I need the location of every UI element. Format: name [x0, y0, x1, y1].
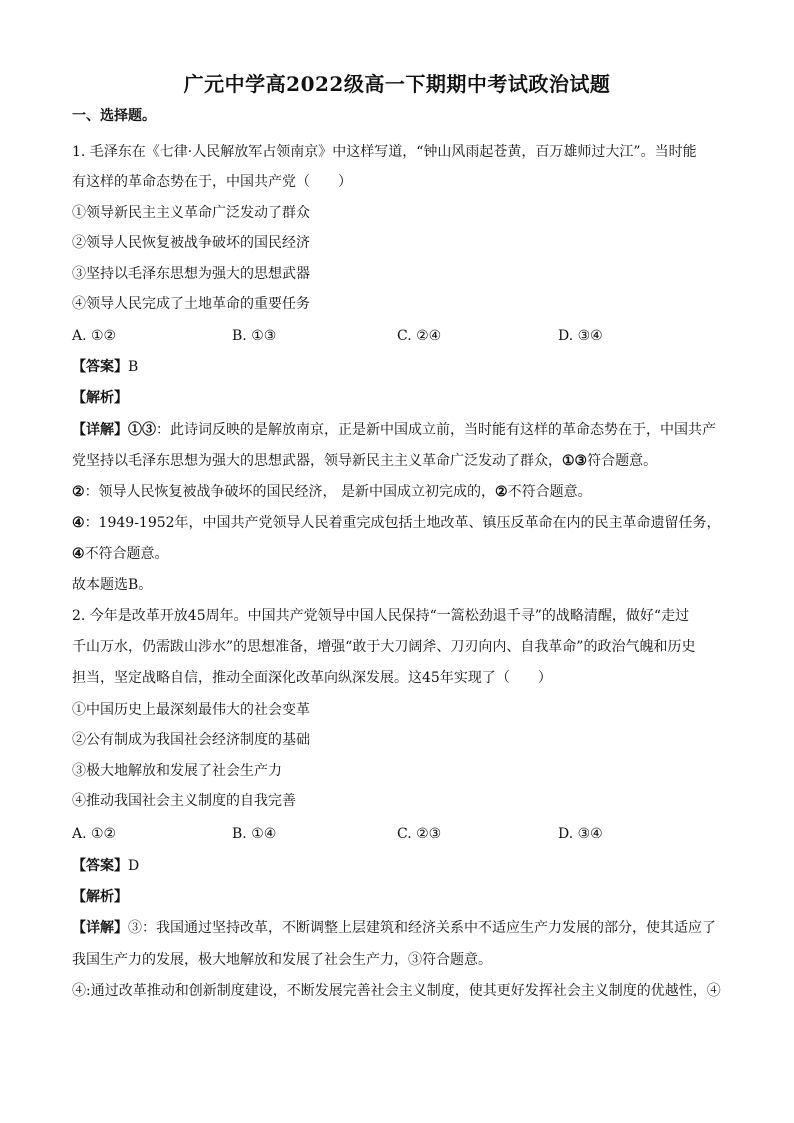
q1-item-4: ④领导人民完成了土地革命的重要任务: [72, 296, 310, 312]
q2-detail-label: 【详解】: [72, 920, 128, 936]
q1-detail-text-4a: ④: [72, 515, 85, 531]
page-title: 广元中学高2022级高一下期期中考试政治试题: [183, 72, 611, 96]
section-heading: 一、选择题。: [72, 108, 156, 124]
q1-detail-label: 【详解】: [72, 422, 128, 438]
q1-answer-label: 【答案】: [72, 359, 128, 375]
q1-conclusion: 故本题选B。: [72, 577, 153, 593]
q1-detail-text-3a: ②: [72, 484, 85, 500]
q1-detail-text-2a: 党坚持以毛泽东思想为强大的思想武器，领导新民主主义革命广泛发动了群众，: [72, 453, 562, 469]
q1-item-3: ③坚持以毛泽东思想为强大的思想武器: [72, 266, 310, 282]
q1-detail-text-1: ：此诗词反映的是解放南京，正是新中国成立前，当时能有这样的革命态势在于，中国共产: [156, 422, 716, 438]
q1-detail-line-1: [72, 420, 732, 440]
q2-options: [72, 824, 732, 844]
q1-item-1: ①领导新民主主义革命广泛发动了群众: [72, 205, 310, 221]
q1-stem-line-2: 有这样的革命态势在于，中国共产党（ ）: [72, 174, 352, 190]
q1-analysis-label: 【解析】: [72, 390, 128, 406]
q2-detail-text-1: ③：我国通过坚持改革，不断调整上层建筑和经济关系中不适应生产力发展的部分，使其适应了: [128, 920, 716, 936]
q2-stem-line-1: 2. 今年是改革开放45周年。中国共产党领导中国人民保持“一篙松劲退千寻”的战略清醒，做好“走过: [72, 608, 690, 624]
q2-item-1: ①中国历史上最深刻最伟大的社会变革: [72, 702, 310, 718]
q1-detail-line-5: [72, 544, 732, 564]
q1-detail-text-3c: ②: [495, 484, 508, 500]
q1-detail-text-3d: 不符合题意。: [507, 484, 592, 500]
q1-item-2: ②领导人民恢复被战争破坏的国民经济: [72, 235, 310, 251]
q2-option-b: B. ①④: [232, 826, 277, 842]
q2-answer-label: 【答案】: [72, 858, 128, 874]
q1-option-a: A. ①②: [72, 328, 117, 344]
q2-option-c: C. ②③: [397, 826, 442, 842]
q1-detail-text-5b: 不符合题意。: [84, 546, 169, 562]
q2-detail-line-3: ④:通过改革推动和创新制度建设，不断发展完善社会主义制度，使其更好发挥社会主义制度的优越性，④: [72, 983, 721, 999]
q2-item-4: ④推动我国社会主义制度的自我完善: [72, 793, 296, 809]
q1-answer: [72, 357, 732, 377]
q1-detail-line-3: [72, 482, 732, 502]
q2-answer: [72, 856, 732, 876]
q2-detail-line-1: [72, 918, 732, 938]
q1-detail-line-4: [72, 513, 732, 533]
q2-analysis-label: 【解析】: [72, 889, 128, 905]
q1-detail-line-2: [72, 451, 732, 471]
q1-detail-text-4b: ：1949-1952年，中国共产党领导人民着重完成包括土地改革、镇压反革命在内的民主革命遗留任务，: [84, 515, 721, 531]
q2-item-3: ③极大地解放和发展了社会生产力: [72, 763, 282, 779]
q2-item-2: ②公有制成为我国社会经济制度的基础: [72, 732, 310, 748]
q2-detail-line-2: 我国生产力的发展，极大地解放和发展了社会生产力，③符合题意。: [72, 952, 492, 968]
q2-stem-line-3: 担当，坚定战略自信，推动全面深化改革向纵深发展。这45年实现了（ ）: [72, 670, 552, 686]
q1-option-c: C. ②④: [397, 328, 442, 344]
q1-option-d: D. ③④: [558, 328, 603, 344]
q1-options: [72, 326, 732, 346]
q1-detail-text-2b: ①③: [562, 453, 588, 469]
q1-answer-value: B: [128, 359, 139, 375]
q2-stem-line-2: 千山万水，仍需跋山涉水”的思想准备，增强“敢于大刀阔斧、刀刃向内、自我革命”的政治气魄和历史: [72, 639, 696, 655]
q1-detail-text-2c: 符合题意。: [587, 453, 658, 469]
q2-option-d: D. ③④: [558, 826, 603, 842]
q1-detail-text-3b: ：领导人民恢复被战争破坏的国民经济， 是新中国成立初完成的，: [84, 484, 496, 500]
q2-answer-value: D: [128, 858, 140, 874]
q2-option-a: A. ①②: [72, 826, 117, 842]
q1-option-b: B. ①③: [232, 328, 277, 344]
q1-detail-head: ①③: [128, 422, 156, 438]
q1-stem-line-1: 1. 毛泽东在《七律·人民解放军占领南京》中这样写道，“钟山风雨起苍黄，百万雄师过大江”。当时能: [72, 144, 697, 160]
q1-detail-text-5a: ④: [72, 546, 85, 562]
